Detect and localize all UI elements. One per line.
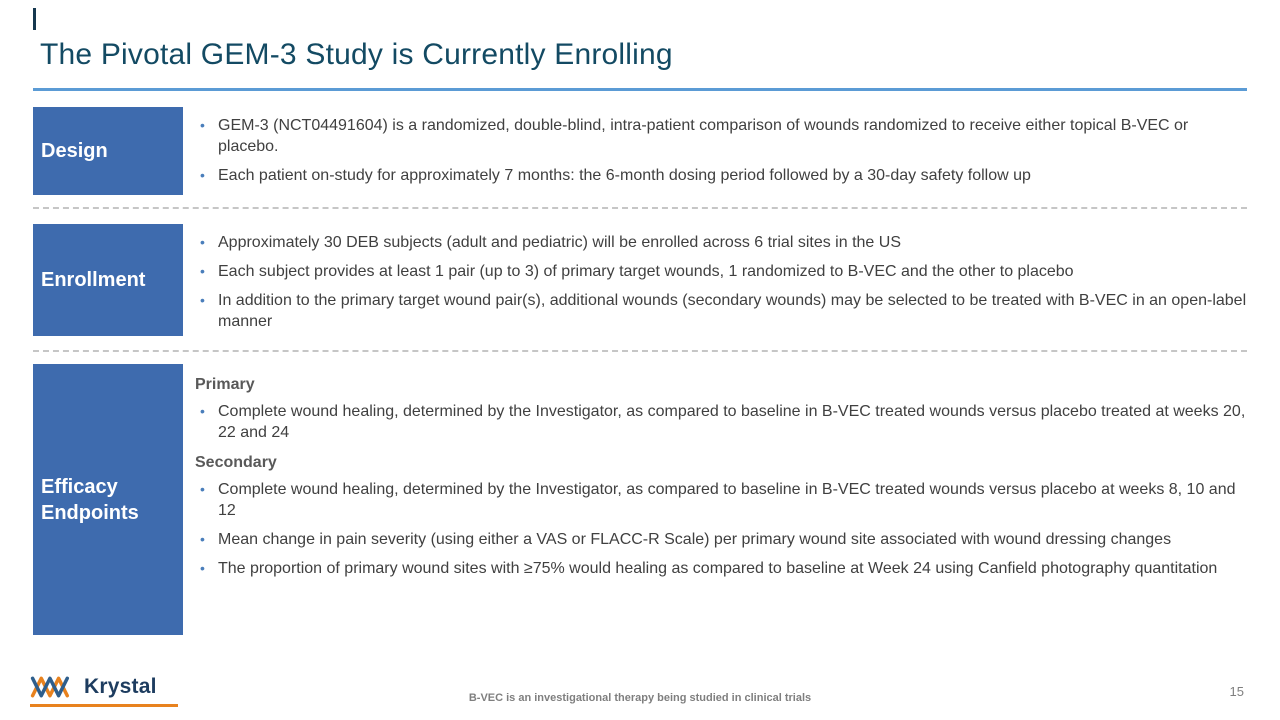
- section-label-text: Efficacy Endpoints: [41, 475, 139, 524]
- title-underline: [33, 88, 1247, 91]
- bullet-icon: •: [200, 167, 205, 183]
- section-label-design: [33, 107, 183, 195]
- top-left-accent-bar: [33, 8, 36, 30]
- footer-disclaimer: B-VEC is an investigational therapy being studied in clinical trials: [468, 692, 812, 704]
- bullet-list: [193, 401, 1247, 443]
- bullet-icon: •: [200, 531, 205, 547]
- bullet-icon: •: [200, 292, 205, 308]
- logo-wordmark: Krystal: [84, 675, 157, 698]
- bullet-item: [193, 558, 1247, 579]
- section-content-design: [193, 107, 1247, 195]
- bullet-text: Complete wound healing, determined by the Investigator, as compared to baseline in B-VEC treated wounds versus placebo treated at weeks 20, 22 and 24: [218, 403, 1246, 441]
- section-label-text: Enrollment: [41, 269, 146, 291]
- bullet-item: [193, 115, 1247, 157]
- section-design: [33, 107, 1247, 195]
- page-title: The Pivotal GEM-3 Study is Currently Enrolling: [40, 38, 673, 71]
- section-divider: [33, 350, 1247, 352]
- bullet-item: [193, 290, 1247, 332]
- bullet-text: The proportion of primary wound sites with ≥75% would healing as compared to baseline at Week 24 using Canfield photography quantitation: [218, 560, 1218, 577]
- section-content-efficacy: [193, 364, 1247, 635]
- bullet-list: [193, 479, 1247, 579]
- page-number: 15: [1229, 684, 1244, 699]
- bullet-icon: •: [200, 560, 205, 576]
- endpoint-group-heading-secondary: Secondary: [195, 454, 277, 471]
- bullet-item: [193, 165, 1247, 186]
- section-efficacy-endpoints: [33, 364, 1247, 635]
- bullet-text: In addition to the primary target wound pair(s), additional wounds (secondary wounds) may be selected to be treated with B-VEC in an open-label manner: [218, 292, 1247, 330]
- bullet-icon: •: [200, 234, 205, 250]
- bullet-icon: •: [200, 263, 205, 279]
- bullet-icon: •: [200, 117, 205, 133]
- bullet-item: [193, 529, 1247, 550]
- bullet-icon: •: [200, 403, 205, 419]
- bullet-text: Each subject provides at least 1 pair (up to 3) of primary target wounds, 1 randomized to B-VEC and the other to placebo: [218, 263, 1074, 280]
- bullet-item: [193, 479, 1247, 521]
- bullet-item: [193, 232, 1247, 253]
- section-label-enrollment: [33, 224, 183, 336]
- endpoint-group-heading-primary: Primary: [195, 376, 255, 393]
- section-label-efficacy-endpoints: [33, 364, 183, 635]
- bullet-text: GEM-3 (NCT04491604) is a randomized, double-blind, intra-patient comparison of wounds randomized to receive either topical B-VEC or placebo.: [218, 117, 1189, 155]
- bullet-text: Approximately 30 DEB subjects (adult and pediatric) will be enrolled across 6 trial sites in the US: [218, 234, 901, 251]
- bullet-item: [193, 401, 1247, 443]
- bullet-text: Mean change in pain severity (using either a VAS or FLACC-R Scale) per primary wound site associated with wound dressing changes: [218, 531, 1172, 548]
- bullet-item: [193, 261, 1247, 282]
- bullet-list: [193, 115, 1247, 186]
- bullet-list: [193, 232, 1247, 332]
- section-enrollment: [33, 224, 1247, 336]
- bullet-text: Each patient on-study for approximately 7 months: the 6-month dosing period followed by a 30-day safety follow up: [218, 167, 1031, 184]
- section-label-text: Design: [41, 140, 108, 162]
- logo-underline: [30, 704, 178, 707]
- section-divider: [33, 207, 1247, 209]
- section-content-enrollment: [193, 224, 1247, 336]
- bullet-text: Complete wound healing, determined by the Investigator, as compared to baseline in B-VEC treated wounds versus placebo at weeks 8, 10 and 12: [218, 481, 1236, 519]
- bullet-icon: •: [200, 481, 205, 497]
